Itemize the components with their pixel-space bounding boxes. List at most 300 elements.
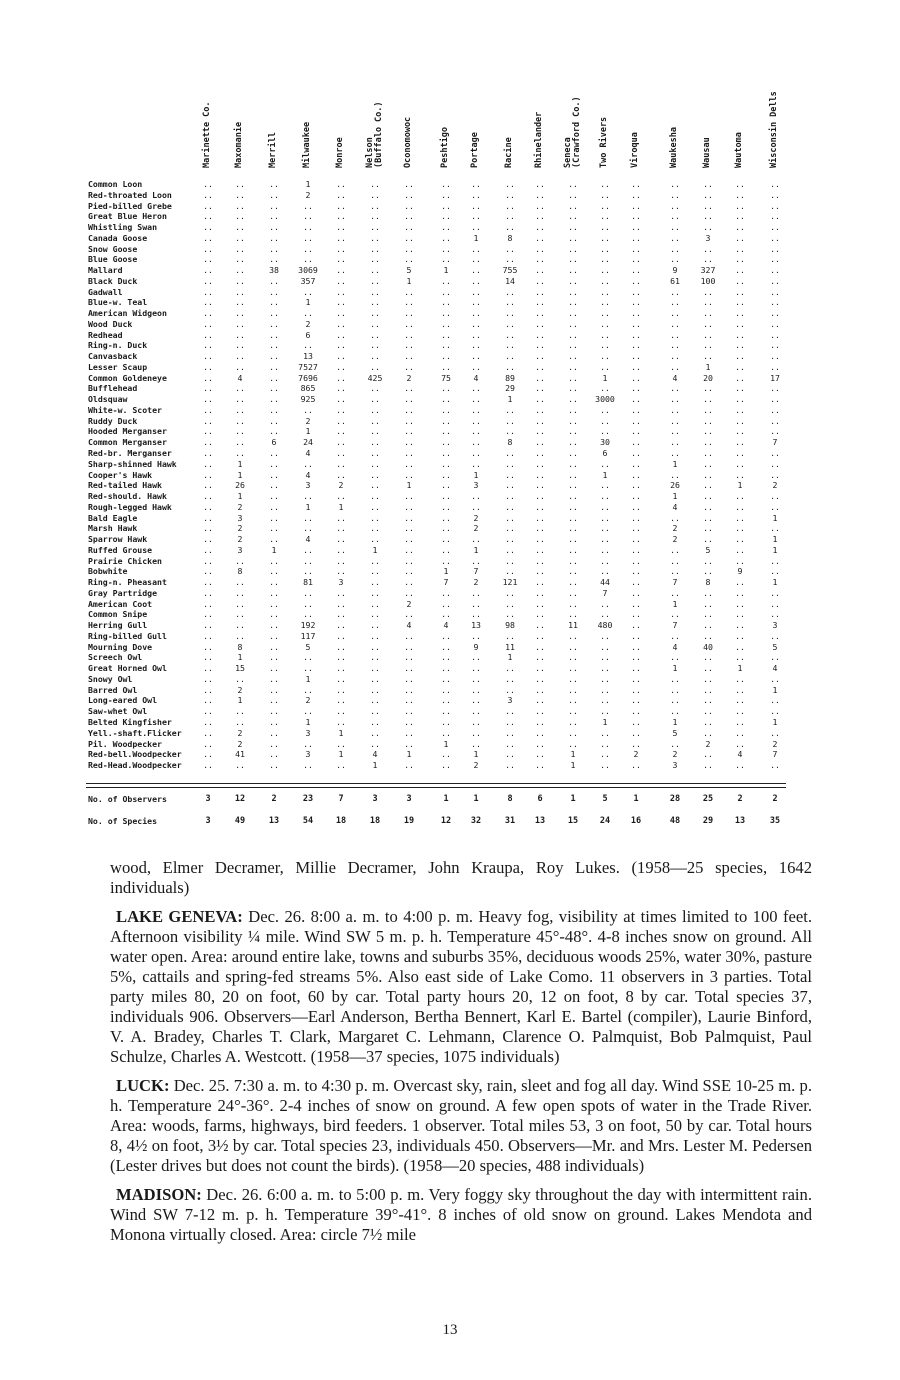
count-cell: 1 (305, 673, 311, 684)
species-name: Blue Goose (88, 254, 138, 265)
count-cell: .. (441, 200, 451, 211)
count-cell: .. (568, 318, 578, 329)
count-cell: .. (535, 501, 545, 512)
observers-total-cell: 1 (570, 794, 576, 804)
count-cell: .. (370, 340, 380, 351)
species-name: Snowy Owl (88, 673, 133, 684)
count-cell: .. (670, 512, 680, 523)
count-cell: 1 (372, 760, 378, 771)
count-cell: .. (203, 598, 213, 609)
count-cell: .. (269, 275, 279, 286)
count-cell: .. (203, 189, 213, 200)
count-cell: .. (600, 232, 610, 243)
species-name: White-w. Scoter (88, 404, 162, 415)
count-cell: .. (703, 534, 713, 545)
count-cell: .. (203, 749, 213, 760)
count-cell: .. (568, 211, 578, 222)
count-cell: .. (336, 308, 346, 319)
count-cell: .. (735, 179, 745, 189)
count-cell: .. (505, 684, 515, 695)
count-cell: .. (770, 254, 780, 265)
count-cell: .. (535, 555, 545, 566)
count-cell: .. (568, 738, 578, 749)
count-cell: .. (269, 297, 279, 308)
count-cell: .. (735, 760, 745, 771)
count-cell: .. (670, 415, 680, 426)
count-cell: .. (535, 652, 545, 663)
count-cell: .. (505, 458, 515, 469)
count-cell: .. (404, 738, 414, 749)
count-cell: .. (441, 749, 451, 760)
count-cell: .. (670, 684, 680, 695)
count-cell: .. (441, 727, 451, 738)
count-cell: .. (600, 426, 610, 437)
count-cell: .. (441, 189, 451, 200)
count-cell: 1 (507, 394, 513, 405)
count-cell: .. (770, 523, 780, 534)
count-cell: 1 (406, 749, 412, 760)
count-cell: .. (568, 340, 578, 351)
count-cell: .. (269, 189, 279, 200)
count-cell: 4 (772, 663, 778, 674)
count-cell: .. (203, 426, 213, 437)
count-cell: .. (441, 587, 451, 598)
paragraph-continuation: wood, Elmer Decramer, Millie Decramer, John Kraupa, Roy Lukes. (1958—25 species, 1642 individuals) (110, 858, 812, 897)
count-cell: 1 (305, 717, 311, 727)
count-cell: .. (235, 361, 245, 372)
count-cell: .. (770, 469, 780, 480)
paragraph-lake-geneva (110, 907, 812, 1067)
count-cell: .. (631, 620, 641, 631)
count-cell: .. (269, 727, 279, 738)
count-cell: .. (535, 630, 545, 641)
count-cell: 2 (237, 684, 243, 695)
count-cell: .. (441, 394, 451, 405)
count-cell: 81 (303, 577, 313, 588)
count-cell: .. (600, 265, 610, 276)
count-cell: .. (568, 630, 578, 641)
count-cell: .. (703, 469, 713, 480)
count-cell: .. (235, 254, 245, 265)
count-cell: .. (404, 534, 414, 545)
count-cell: .. (404, 695, 414, 706)
count-cell: .. (631, 189, 641, 200)
count-cell: .. (336, 286, 346, 297)
count-cell: 24 (303, 437, 313, 448)
count-cell: 1 (672, 458, 678, 469)
count-cell: .. (568, 415, 578, 426)
species-name: Red-bell.Woodpecker (88, 749, 182, 760)
count-cell: 1 (772, 717, 778, 727)
species-total-cell: 3 (205, 816, 211, 826)
count-cell: .. (269, 695, 279, 706)
count-cell: .. (404, 222, 414, 233)
count-cell: .. (770, 555, 780, 566)
count-cell: .. (336, 415, 346, 426)
species-name: Saw-whet Owl (88, 706, 148, 717)
count-cell: .. (404, 673, 414, 684)
count-cell: 9 (473, 641, 479, 652)
count-cell: .. (505, 501, 515, 512)
species-total-cell: 24 (599, 816, 611, 826)
count-cell: .. (770, 673, 780, 684)
count-cell: 192 (300, 620, 316, 631)
count-cell: 7 (672, 577, 678, 588)
count-cell: .. (631, 361, 641, 372)
species-total-cell: 13 (268, 816, 280, 826)
count-cell: .. (303, 706, 313, 717)
count-cell: .. (505, 544, 515, 555)
count-cell: .. (568, 577, 578, 588)
count-cell: 1 (570, 760, 576, 771)
count-cell: .. (303, 200, 313, 211)
count-cell: .. (703, 566, 713, 577)
count-cell: .. (670, 254, 680, 265)
count-cell: .. (505, 663, 515, 674)
count-cell: .. (203, 437, 213, 448)
count-cell: .. (336, 254, 346, 265)
count-cell: .. (269, 663, 279, 674)
count-cell: .. (203, 534, 213, 545)
count-cell: .. (703, 587, 713, 598)
count-cell: .. (770, 727, 780, 738)
text-luck: Dec. 25. 7:30 a. m. to 4:30 p. m. Overcast sky, rain, sleet and fog all day. Wind SSE 10-25 m. p. h. Temperature 24°-36°. 2-4 inches of snow on ground. A few open spots of water in the Trade River. Area: woods, farms, highways, bird feeders. 1 observer. Total miles 53, 3 on foot, 50 by car. Total hours 8, 4½ on foot, 3½ by car. Total species 23, individuals 450. Observers—Mr. and Mrs. Lester M. Pedersen (Lester drives but does not count the birds). (1958—20 species, 488 individuals) (110, 1076, 812, 1175)
count-cell: .. (631, 340, 641, 351)
species-name: Lesser Scaup (88, 361, 148, 372)
count-cell: 7527 (298, 361, 318, 372)
count-cell: .. (670, 318, 680, 329)
species-total-cell: 18 (335, 816, 347, 826)
count-cell: .. (670, 426, 680, 437)
count-cell: .. (735, 200, 745, 211)
count-cell: .. (370, 179, 380, 189)
count-cell: 15 (235, 663, 245, 674)
column-header: Wautoma (734, 132, 744, 168)
count-cell: .. (471, 458, 481, 469)
count-cell: .. (336, 243, 346, 254)
count-cell: .. (631, 200, 641, 211)
count-cell: .. (535, 200, 545, 211)
species-name: Great Horned Owl (88, 663, 167, 674)
count-cell: .. (505, 329, 515, 340)
count-cell: .. (336, 609, 346, 620)
count-cell: .. (269, 760, 279, 771)
count-cell: .. (505, 749, 515, 760)
count-cell: .. (471, 448, 481, 458)
count-cell: .. (631, 318, 641, 329)
count-cell: 2 (338, 480, 344, 491)
count-cell: .. (631, 512, 641, 523)
species-name: Long-eared Owl (88, 695, 158, 706)
count-cell: .. (441, 308, 451, 319)
count-cell: .. (235, 717, 245, 727)
count-cell: .. (600, 404, 610, 415)
count-cell: .. (336, 275, 346, 286)
count-cell: 1 (473, 749, 479, 760)
count-cell: .. (770, 200, 780, 211)
count-cell: 4 (672, 501, 678, 512)
count-cell: .. (303, 566, 313, 577)
count-cell: 2 (473, 512, 479, 523)
count-cell: 1 (406, 275, 412, 286)
count-cell: .. (735, 738, 745, 749)
observers-total-cell: 1 (443, 794, 449, 804)
species-name: Red-br. Merganser (88, 448, 172, 458)
count-cell: .. (568, 652, 578, 663)
count-cell: .. (235, 340, 245, 351)
count-cell: .. (568, 673, 578, 684)
count-cell: .. (770, 329, 780, 340)
count-cell: .. (441, 286, 451, 297)
species-name: Yell.-shaft.Flicker (88, 727, 182, 738)
count-cell: .. (370, 555, 380, 566)
count-cell: .. (441, 329, 451, 340)
count-cell: .. (269, 609, 279, 620)
count-cell: .. (568, 458, 578, 469)
count-cell: .. (568, 695, 578, 706)
count-cell: .. (203, 663, 213, 674)
count-cell: .. (535, 544, 545, 555)
count-cell: .. (568, 512, 578, 523)
count-cell: .. (735, 501, 745, 512)
count-cell: .. (235, 275, 245, 286)
count-cell: 1 (338, 749, 344, 760)
count-cell: 1 (602, 469, 608, 480)
count-cell: .. (404, 577, 414, 588)
count-cell: .. (370, 232, 380, 243)
observers-total-cell: 8 (507, 794, 513, 804)
count-cell: .. (370, 297, 380, 308)
count-cell: .. (735, 340, 745, 351)
count-cell: .. (670, 243, 680, 254)
count-cell: .. (404, 501, 414, 512)
count-cell: .. (670, 673, 680, 684)
count-cell: .. (535, 179, 545, 189)
count-cell: .. (441, 598, 451, 609)
count-cell: .. (471, 738, 481, 749)
count-cell: .. (441, 211, 451, 222)
count-cell: .. (568, 254, 578, 265)
count-cell: .. (269, 329, 279, 340)
count-cell: .. (370, 673, 380, 684)
count-cell: .. (404, 630, 414, 641)
count-cell: 3 (672, 760, 678, 771)
species-name: Ring-n. Pheasant (88, 577, 167, 588)
observers-label: No. of Observers (88, 794, 167, 804)
count-cell: .. (336, 179, 346, 189)
count-cell: .. (568, 404, 578, 415)
count-cell: 7 (772, 749, 778, 760)
count-cell: .. (703, 523, 713, 534)
count-cell: .. (370, 501, 380, 512)
count-cell: 3 (473, 480, 479, 491)
count-cell: .. (535, 620, 545, 631)
count-cell: .. (441, 351, 451, 362)
count-cell: .. (735, 318, 745, 329)
count-cell: 2 (237, 534, 243, 545)
count-cell: .. (735, 598, 745, 609)
count-cell: 2 (237, 523, 243, 534)
count-cell: .. (535, 351, 545, 362)
count-cell: 100 (700, 275, 716, 286)
species-name: Mourning Dove (88, 641, 153, 652)
count-cell: .. (535, 523, 545, 534)
count-cell: .. (441, 448, 451, 458)
count-cell: .. (670, 179, 680, 189)
count-cell: .. (203, 760, 213, 771)
count-cell: .. (441, 179, 451, 189)
count-cell: .. (471, 415, 481, 426)
count-cell: .. (471, 630, 481, 641)
count-cell: .. (770, 275, 780, 286)
count-cell: .. (404, 179, 414, 189)
count-cell: .. (535, 275, 545, 286)
count-cell: .. (404, 211, 414, 222)
count-cell: .. (441, 717, 451, 727)
count-cell: .. (203, 706, 213, 717)
count-cell: .. (631, 609, 641, 620)
count-cell: .. (404, 491, 414, 502)
count-cell: .. (600, 695, 610, 706)
count-cell: .. (336, 437, 346, 448)
count-cell: .. (471, 609, 481, 620)
column-header: Marinette Co. (202, 101, 212, 168)
count-cell: .. (441, 641, 451, 652)
species-name: Canada Goose (88, 232, 148, 243)
count-cell: .. (600, 673, 610, 684)
count-cell: .. (203, 577, 213, 588)
species-total-cell: 54 (302, 816, 314, 826)
count-cell: .. (735, 222, 745, 233)
count-cell: .. (471, 361, 481, 372)
species-name: Common Goldeneye (88, 372, 167, 383)
count-cell: .. (203, 717, 213, 727)
count-cell: .. (703, 189, 713, 200)
count-cell: .. (269, 404, 279, 415)
count-cell: .. (670, 297, 680, 308)
count-cell: .. (235, 555, 245, 566)
count-cell: .. (471, 318, 481, 329)
count-cell: .. (441, 491, 451, 502)
count-cell: .. (404, 351, 414, 362)
count-cell: 1 (473, 232, 479, 243)
count-cell: .. (631, 630, 641, 641)
count-cell: .. (203, 308, 213, 319)
count-cell: .. (471, 663, 481, 674)
count-cell: 357 (300, 275, 316, 286)
count-cell: 7 (672, 620, 678, 631)
observers-total-cell: 2 (737, 794, 743, 804)
count-cell: .. (203, 523, 213, 534)
count-cell: .. (203, 458, 213, 469)
count-cell: .. (703, 555, 713, 566)
count-cell: .. (703, 308, 713, 319)
count-cell: .. (404, 458, 414, 469)
count-cell: 20 (703, 372, 713, 383)
count-cell: .. (703, 620, 713, 631)
count-cell: .. (203, 727, 213, 738)
count-cell: .. (735, 469, 745, 480)
count-cell: .. (471, 684, 481, 695)
count-cell: 1 (737, 663, 743, 674)
count-cell: .. (303, 254, 313, 265)
count-cell: 925 (300, 394, 316, 405)
count-cell: .. (735, 555, 745, 566)
count-cell: .. (670, 738, 680, 749)
count-cell: .. (670, 544, 680, 555)
count-cell: .. (535, 265, 545, 276)
count-cell: .. (568, 566, 578, 577)
count-cell: .. (770, 361, 780, 372)
count-cell: .. (203, 555, 213, 566)
species-name: Gadwall (88, 286, 123, 297)
count-cell: .. (404, 437, 414, 448)
count-cell: .. (670, 469, 680, 480)
species-name: Rough-legged Hawk (88, 501, 172, 512)
count-cell: .. (336, 222, 346, 233)
count-cell: .. (235, 232, 245, 243)
count-cell: .. (735, 265, 745, 276)
count-cell: .. (600, 275, 610, 286)
count-cell: .. (505, 491, 515, 502)
count-cell: .. (568, 684, 578, 695)
species-name: Red-tailed Hawk (88, 480, 162, 491)
count-cell: .. (770, 243, 780, 254)
species-name: Oldsquaw (88, 394, 128, 405)
count-cell: .. (670, 286, 680, 297)
count-cell: .. (441, 760, 451, 771)
count-cell: .. (703, 491, 713, 502)
count-cell: .. (471, 534, 481, 545)
count-cell: .. (735, 415, 745, 426)
observers-total-cell: 3 (406, 794, 412, 804)
count-cell: .. (203, 480, 213, 491)
count-cell: .. (631, 523, 641, 534)
count-cell: 1 (602, 717, 608, 727)
count-cell: .. (269, 383, 279, 394)
count-cell: .. (535, 480, 545, 491)
count-cell: 3 (305, 749, 311, 760)
count-cell: .. (269, 577, 279, 588)
count-cell: .. (505, 630, 515, 641)
count-cell: .. (735, 620, 745, 631)
count-cell: .. (269, 555, 279, 566)
count-cell: .. (404, 426, 414, 437)
count-cell: .. (568, 361, 578, 372)
count-cell: .. (735, 372, 745, 383)
count-cell: .. (269, 480, 279, 491)
count-cell: .. (269, 749, 279, 760)
count-cell: .. (203, 200, 213, 211)
count-cell: .. (441, 297, 451, 308)
count-cell: .. (235, 351, 245, 362)
count-cell: .. (631, 286, 641, 297)
count-cell: .. (235, 706, 245, 717)
count-cell: .. (336, 630, 346, 641)
count-cell: .. (631, 663, 641, 674)
count-cell: .. (770, 501, 780, 512)
count-cell: .. (235, 265, 245, 276)
count-cell: .. (370, 598, 380, 609)
count-cell: 98 (505, 620, 515, 631)
count-cell: .. (703, 684, 713, 695)
count-cell: .. (505, 404, 515, 415)
count-cell: .. (568, 501, 578, 512)
count-cell: .. (600, 555, 610, 566)
count-cell: .. (735, 587, 745, 598)
count-cell: 3 (237, 512, 243, 523)
count-cell: .. (269, 394, 279, 405)
